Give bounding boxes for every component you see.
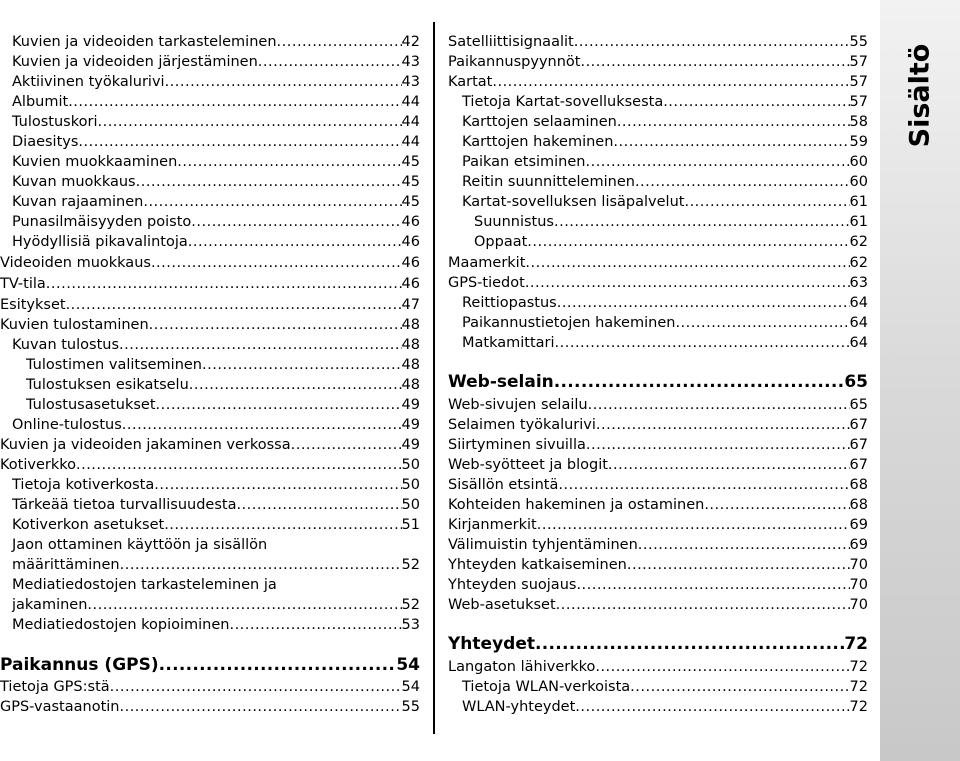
toc-entry-title: Tulostimen valitseminen xyxy=(26,357,202,373)
toc-entry[interactable] xyxy=(448,495,868,515)
toc-page-number: 70 xyxy=(849,577,868,593)
toc-dot-leader xyxy=(151,253,402,273)
toc-dot-leader xyxy=(191,212,401,232)
toc-entry-title: Reittiopastus xyxy=(462,295,557,311)
toc-entry[interactable] xyxy=(462,112,868,132)
toc-page-number: 48 xyxy=(401,377,420,393)
toc-entry[interactable] xyxy=(12,575,420,595)
toc-page-number: 67 xyxy=(849,457,868,473)
toc-dot-leader xyxy=(638,535,850,555)
toc-dot-leader xyxy=(558,475,849,495)
toc-dot-leader xyxy=(635,172,850,192)
toc-entry[interactable] xyxy=(462,697,868,717)
toc-dot-leader xyxy=(291,435,402,455)
toc-entry[interactable] xyxy=(12,52,420,72)
toc-entry[interactable] xyxy=(462,677,868,697)
toc-page-number: 47 xyxy=(401,297,420,313)
toc-entry-title: Tulostuskori xyxy=(12,114,98,130)
toc-section-heading[interactable] xyxy=(448,632,868,656)
toc-entry-title: Matkamittari xyxy=(462,335,555,351)
toc-dot-leader xyxy=(525,253,849,273)
toc-entry[interactable] xyxy=(448,52,868,72)
toc-entry-title: Hyödyllisiä pikavalintoja xyxy=(12,234,188,250)
toc-page-number: 64 xyxy=(849,335,868,351)
toc-page-number: 46 xyxy=(401,255,420,271)
toc-page-number: 46 xyxy=(401,214,420,230)
toc-dot-leader xyxy=(554,212,850,232)
column-divider xyxy=(433,22,435,734)
toc-dot-leader xyxy=(46,274,402,294)
toc-entry-title: Web-syötteet ja blogit xyxy=(448,457,608,473)
toc-entry-title: Paikannustietojen hakeminen xyxy=(462,315,676,331)
toc-page-number: 70 xyxy=(849,597,868,613)
toc-dot-leader xyxy=(165,72,402,92)
toc-entry-title: määrittäminen xyxy=(12,557,120,573)
toc-dot-leader xyxy=(66,295,402,315)
toc-entry[interactable] xyxy=(26,395,420,415)
toc-entry-title: Yhteydet xyxy=(448,634,535,654)
toc-entry[interactable] xyxy=(12,132,420,152)
toc-page-number: 48 xyxy=(401,337,420,353)
toc-entry-title: Tärkeää tietoa turvallisuudesta xyxy=(12,497,237,513)
toc-page-number: 50 xyxy=(401,497,420,513)
toc-entry-title: Välimuistin tyhjentäminen xyxy=(448,537,638,553)
toc-entry-title: Sisällön etsintä xyxy=(448,477,559,493)
toc-dot-leader xyxy=(595,657,849,677)
toc-entry-title: Karttojen hakeminen xyxy=(462,134,614,150)
toc-dot-leader xyxy=(585,152,849,172)
toc-entry[interactable] xyxy=(0,253,420,273)
toc-entry-title: GPS-tiedot xyxy=(448,275,525,291)
toc-dot-leader xyxy=(537,515,850,535)
toc-entry-title: Mediatiedostojen kopioiminen xyxy=(12,617,230,633)
toc-dot-leader xyxy=(156,395,402,415)
toc-entry[interactable] xyxy=(448,555,868,575)
toc-entry[interactable] xyxy=(448,535,868,555)
toc-entry-title: GPS-vastaanotin xyxy=(0,699,120,715)
toc-entry[interactable] xyxy=(448,253,868,273)
toc-dot-leader xyxy=(177,152,401,172)
toc-page-number: 65 xyxy=(844,372,868,392)
toc-entry[interactable] xyxy=(12,112,420,132)
toc-dot-leader xyxy=(277,32,402,52)
toc-dot-leader xyxy=(154,475,401,495)
toc-entry[interactable] xyxy=(12,212,420,232)
toc-page-number: 49 xyxy=(401,397,420,413)
toc-entry[interactable] xyxy=(0,274,420,294)
toc-page-number: 54 xyxy=(401,679,420,695)
toc-page-number: 51 xyxy=(401,517,420,533)
toc-entry-title: Paikannus (GPS) xyxy=(0,655,159,675)
toc-dot-leader xyxy=(613,132,849,152)
toc-entry-title: Paikannuspyynnöt xyxy=(448,54,581,70)
toc-entry[interactable] xyxy=(12,192,420,212)
toc-dot-leader xyxy=(576,575,849,595)
toc-page-number: 64 xyxy=(849,295,868,311)
toc-dot-leader xyxy=(704,495,849,515)
toc-entry[interactable] xyxy=(12,72,420,92)
toc-page-number: 44 xyxy=(401,134,420,150)
toc-page-number: 63 xyxy=(849,275,868,291)
toc-dot-leader xyxy=(627,555,850,575)
toc-entry[interactable] xyxy=(12,92,420,112)
toc-page-number: 49 xyxy=(401,437,420,453)
toc-page-number: 65 xyxy=(849,397,868,413)
section-tab xyxy=(880,0,960,761)
toc-page-number: 72 xyxy=(844,634,868,654)
toc-dot-leader xyxy=(596,415,850,435)
toc-page-number: 57 xyxy=(849,74,868,90)
toc-entry-title: Yhteyden katkaiseminen xyxy=(448,557,627,573)
toc-entry[interactable] xyxy=(12,172,420,192)
toc-entry[interactable] xyxy=(0,455,420,475)
toc-entry-title: Online-tulostus xyxy=(12,417,122,433)
toc-page-number: 43 xyxy=(401,54,420,70)
toc-entry-title: jakaminen xyxy=(12,597,88,613)
toc-dot-leader xyxy=(136,172,402,192)
toc-dot-leader xyxy=(97,112,401,132)
toc-page-number: 48 xyxy=(401,317,420,333)
toc-dot-leader xyxy=(258,52,402,72)
toc-entry[interactable] xyxy=(462,132,868,152)
toc-entry[interactable] xyxy=(12,495,420,515)
toc-entry[interactable] xyxy=(12,595,420,615)
toc-dot-leader xyxy=(76,455,402,475)
toc-entry-title: TV-tila xyxy=(0,276,46,292)
toc-page-number: 45 xyxy=(401,154,420,170)
toc-entry-title: Kuvan muokkaus xyxy=(12,174,136,190)
toc-dot-leader xyxy=(586,435,850,455)
toc-entry[interactable] xyxy=(12,515,420,535)
toc-entry-title: Tulostuksen esikatselu xyxy=(26,377,189,393)
toc-entry-title: Tietoja kotiverkosta xyxy=(12,477,155,493)
toc-dot-leader xyxy=(588,395,850,415)
toc-dot-leader xyxy=(555,333,850,353)
toc-entry-title: Reitin suunnitteleminen xyxy=(462,174,635,190)
toc-entry[interactable] xyxy=(462,152,868,172)
toc-dot-leader xyxy=(554,370,845,394)
toc-entry-title: Kuvien muokkaaminen xyxy=(12,154,178,170)
toc-entry[interactable] xyxy=(448,657,868,677)
toc-entry-title: Kirjanmerkit xyxy=(448,517,537,533)
toc-page-number: 55 xyxy=(401,699,420,715)
toc-entry[interactable] xyxy=(0,435,420,455)
toc-entry-title: Diaesitys xyxy=(12,134,79,150)
toc-entry[interactable] xyxy=(448,395,868,415)
toc-entry[interactable] xyxy=(26,375,420,395)
toc-entry[interactable] xyxy=(0,315,420,335)
toc-page-number: 52 xyxy=(401,557,420,573)
toc-dot-leader xyxy=(492,72,849,92)
toc-dot-leader xyxy=(574,32,850,52)
toc-dot-leader xyxy=(575,697,849,717)
toc-section-heading[interactable] xyxy=(0,653,420,677)
toc-dot-leader xyxy=(122,415,402,435)
toc-page-number: 64 xyxy=(849,315,868,331)
toc-entry-title: Kartat-sovelluksen lisäpalvelut xyxy=(462,194,685,210)
toc-dot-leader xyxy=(580,52,849,72)
toc-dot-leader xyxy=(556,595,850,615)
toc-entry[interactable] xyxy=(474,232,868,252)
toc-entry[interactable] xyxy=(12,535,420,555)
toc-entry[interactable] xyxy=(12,152,420,172)
toc-entry[interactable] xyxy=(0,677,420,697)
toc-dot-leader xyxy=(675,313,849,333)
toc-page-number: 44 xyxy=(401,114,420,130)
toc-entry-title: Kotiverkko xyxy=(0,457,76,473)
toc-entry[interactable] xyxy=(12,615,420,635)
toc-dot-leader xyxy=(608,455,850,475)
toc-entry-title: Langaton lähiverkko xyxy=(448,659,596,675)
toc-entry-title: Web-asetukset xyxy=(448,597,556,613)
toc-entry[interactable] xyxy=(12,335,420,355)
toc-entry-title: Kuvan tulostus xyxy=(12,337,120,353)
toc-page-number: 55 xyxy=(849,34,868,50)
toc-entry-title: Aktiivinen työkalurivi xyxy=(12,74,165,90)
toc-dot-leader xyxy=(630,677,849,697)
toc-entry-title: Tulostusasetukset xyxy=(26,397,156,413)
toc-entry[interactable] xyxy=(462,192,868,212)
toc-page-number: 42 xyxy=(401,34,420,50)
toc-entry-title: Kuvien ja videoiden jakaminen verkossa xyxy=(0,437,291,453)
toc-entry-title: Oppaat xyxy=(474,234,528,250)
toc-entry-title: Kuvien ja videoiden järjestäminen xyxy=(12,54,258,70)
toc-entry-title: Videoiden muokkaus xyxy=(0,255,151,271)
toc-entry-title: Kuvan rajaaminen xyxy=(12,194,144,210)
toc-dot-leader xyxy=(525,273,850,293)
toc-entry[interactable] xyxy=(448,595,868,615)
toc-dot-leader xyxy=(149,315,402,335)
toc-page-number: 57 xyxy=(849,94,868,110)
toc-page-number: 60 xyxy=(849,154,868,170)
toc-entry[interactable] xyxy=(448,72,868,92)
toc-page-number: 46 xyxy=(401,276,420,292)
toc-entry[interactable] xyxy=(12,475,420,495)
toc-entry[interactable] xyxy=(0,697,420,717)
toc-dot-leader xyxy=(159,653,397,677)
toc-page-number: 52 xyxy=(401,597,420,613)
toc-entry-title: WLAN-yhteydet xyxy=(462,699,576,715)
toc-entry-title: Jaon ottaminen käyttöön ja sisällön xyxy=(12,537,268,553)
toc-entry-title: Web-sivujen selailu xyxy=(448,397,588,413)
toc-dot-leader xyxy=(164,515,401,535)
toc-page-number: 70 xyxy=(849,557,868,573)
toc-page-number: 57 xyxy=(849,54,868,70)
toc-page-number: 49 xyxy=(401,417,420,433)
toc-dot-leader xyxy=(120,555,402,575)
toc-entry[interactable] xyxy=(448,575,868,595)
toc-entry-title: Tietoja WLAN-verkoista xyxy=(462,679,631,695)
toc-page-number: 45 xyxy=(401,194,420,210)
toc-entry[interactable] xyxy=(12,32,420,52)
toc-entry[interactable] xyxy=(26,355,420,375)
toc-entry[interactable] xyxy=(12,555,420,575)
toc-dot-leader xyxy=(684,192,849,212)
toc-page-number: 60 xyxy=(849,174,868,190)
toc-page-number: 59 xyxy=(849,134,868,150)
toc-page-number: 50 xyxy=(401,477,420,493)
toc-entry-title: Esitykset xyxy=(0,297,66,313)
toc-page-number: 58 xyxy=(849,114,868,130)
toc-entry-title: Suunnistus xyxy=(474,214,554,230)
toc-entry[interactable] xyxy=(0,295,420,315)
toc-page-number: 46 xyxy=(401,234,420,250)
toc-page-number: 72 xyxy=(849,699,868,715)
toc-dot-leader xyxy=(189,375,402,395)
toc-page-number: 44 xyxy=(401,94,420,110)
toc-entry-title: Satelliittisignaalit xyxy=(448,34,574,50)
toc-entry-title: Yhteyden suojaus xyxy=(448,577,577,593)
toc-entry[interactable] xyxy=(448,475,868,495)
toc-entry[interactable] xyxy=(462,172,868,192)
toc-dot-leader xyxy=(527,232,849,252)
toc-entry[interactable] xyxy=(462,313,868,333)
toc-dot-leader xyxy=(110,677,402,697)
toc-dot-leader xyxy=(188,232,402,252)
toc-page-number: 72 xyxy=(849,679,868,695)
toc-dot-leader xyxy=(78,132,401,152)
toc-dot-leader xyxy=(557,293,850,313)
section-tab-label: Sisältö xyxy=(904,43,936,147)
toc-entry[interactable] xyxy=(448,515,868,535)
toc-entry-title: Karttojen selaaminen xyxy=(462,114,617,130)
toc-entry[interactable] xyxy=(462,92,868,112)
toc-entry-title: Tietoja GPS:stä xyxy=(0,679,110,695)
toc-page-number: 50 xyxy=(401,457,420,473)
toc-page-number: 67 xyxy=(849,417,868,433)
toc-page-number: 43 xyxy=(401,74,420,90)
toc-entry[interactable] xyxy=(448,32,868,52)
toc-dot-leader xyxy=(119,335,402,355)
toc-page-number: 68 xyxy=(849,477,868,493)
toc-page-number: 67 xyxy=(849,437,868,453)
toc-page-number: 69 xyxy=(849,517,868,533)
toc-entry-title: Selaimen työkalurivi xyxy=(448,417,596,433)
toc-dot-leader xyxy=(663,92,849,112)
toc-entry[interactable] xyxy=(462,333,868,353)
toc-dot-leader xyxy=(143,192,401,212)
toc-entry-title: Mediatiedostojen tarkasteleminen ja xyxy=(12,577,277,593)
toc-page-number: 62 xyxy=(849,234,868,250)
toc-entry-title: Kuvien ja videoiden tarkasteleminen xyxy=(12,34,277,50)
toc-dot-leader xyxy=(229,615,401,635)
toc-dot-leader xyxy=(236,495,401,515)
toc-entry-title: Web-selain xyxy=(448,372,554,392)
toc-dot-leader xyxy=(87,595,401,615)
toc-entry-title: Tietoja Kartat-sovelluksesta xyxy=(462,94,664,110)
toc-entry[interactable] xyxy=(462,293,868,313)
toc-entry-title: Kotiverkon asetukset xyxy=(12,517,165,533)
toc-section-heading[interactable] xyxy=(448,370,868,394)
toc-page-number: 54 xyxy=(396,655,420,675)
toc-entry-title: Albumit xyxy=(12,94,69,110)
toc-entry[interactable] xyxy=(448,415,868,435)
toc-page-number: 53 xyxy=(401,617,420,633)
toc-page-number: 61 xyxy=(849,194,868,210)
toc-page-number: 45 xyxy=(401,174,420,190)
toc-page-number: 69 xyxy=(849,537,868,553)
toc-dot-leader xyxy=(535,632,844,656)
toc-dot-leader xyxy=(617,112,850,132)
toc-entry[interactable] xyxy=(448,273,868,293)
toc-entry-title: Siirtyminen sivuilla xyxy=(448,437,586,453)
toc-page-number: 68 xyxy=(849,497,868,513)
toc-page-number: 62 xyxy=(849,255,868,271)
toc-entry-title: Kartat xyxy=(448,74,493,90)
toc-entry-title: Kohteiden hakeminen ja ostaminen xyxy=(448,497,705,513)
toc-page-number: 72 xyxy=(849,659,868,675)
section-tab-label-wrap xyxy=(900,25,940,165)
toc-entry[interactable] xyxy=(474,212,868,232)
toc-dot-leader xyxy=(68,92,401,112)
toc-entry[interactable] xyxy=(12,232,420,252)
toc-page-number: 61 xyxy=(849,214,868,230)
toc-entry-title: Punasilmäisyyden poisto xyxy=(12,214,192,230)
toc-entry-title: Kuvien tulostaminen xyxy=(0,317,149,333)
toc-entry[interactable] xyxy=(12,415,420,435)
toc-page-number: 48 xyxy=(401,357,420,373)
toc-dot-leader xyxy=(202,355,402,375)
toc-entry-title: Paikan etsiminen xyxy=(462,154,586,170)
toc-dot-leader xyxy=(119,697,401,717)
toc-entry-title: Maamerkit xyxy=(448,255,526,271)
toc-entry[interactable] xyxy=(448,455,868,475)
toc-entry[interactable] xyxy=(448,435,868,455)
